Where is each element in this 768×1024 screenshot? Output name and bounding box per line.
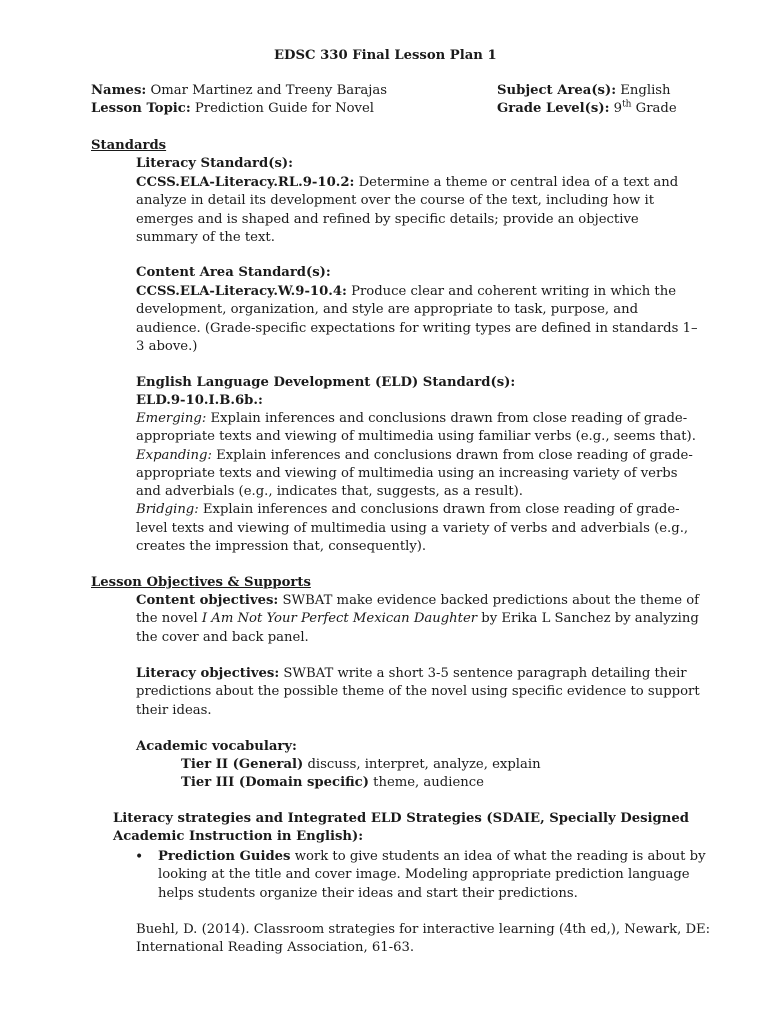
eld-bridging: Bridging: Explain inferences and conclusions drawn from close reading of grade- bbox=[136, 502, 680, 518]
citation: Buehl, D. (2014). Classroom strategies for interactive learning (4th ed,), Newark, DE: International Reading Association, 61-63. bbox=[136, 922, 711, 956]
subject-area-row bbox=[497, 82, 671, 100]
literacy-standard-text: CCSS.ELA-Literacy.RL.9-10.2: Determine a theme or central idea of a text and analyze in detail its development over the course of the text, including how it emerges and is shaped and refined by specific details; provide an objective summary of the text. bbox=[136, 175, 679, 245]
names-label: Names: bbox=[91, 83, 147, 98]
prediction-guides-item: Prediction Guides work to give students an idea of what the reading is about by looking at the title and cover image. Modeling appropriate prediction language helps students organize their ideas and start their predictions. bbox=[158, 849, 706, 901]
bridging-label: Bridging: bbox=[136, 502, 199, 518]
subject-area-label: Subject Area(s): bbox=[497, 83, 617, 98]
lesson-topic-row bbox=[91, 100, 374, 118]
grade-level-row bbox=[497, 100, 677, 118]
grade-level-number: 9 bbox=[609, 101, 623, 116]
eld-expanding: Expanding: Explain inferences and conclusions drawn from close reading of grade- bbox=[136, 447, 693, 463]
academic-vocabulary-heading: Academic vocabulary: bbox=[136, 739, 297, 754]
tier-3-row bbox=[181, 774, 484, 792]
content-objectives-label: Content objectives: bbox=[136, 593, 279, 608]
eld-levels: Emerging: Explain inferences and conclusions drawn from close reading of grade- appropriate texts and viewing of multimedia using familiar verbs (e.g., seems that). Expanding: Explain inferences and conclusions drawn from close reading of grade- appropriate texts and viewing of multimedia using an increasing variety of verbs and adverbials (e.g., indicates that, suggests, as a result). Bridging: Explain inferences and conclusions drawn from close reading of grade- level texts and viewing of multimedia using a variety of verbs and adverbials (e.g., creates the impression that, consequently). bbox=[136, 411, 696, 555]
strategies-heading: Literacy strategies and Integrated ELD Strategies (SDAIE, Specially Designed Academic Instruction in English): bbox=[113, 811, 689, 845]
novel-title: I Am Not Your Perfect Mexican Daughter bbox=[201, 611, 478, 627]
eld-emerging: Emerging: Explain inferences and conclusions drawn from close reading of grade- bbox=[136, 411, 688, 426]
prediction-guides-label: Prediction Guides bbox=[158, 849, 291, 864]
literacy-objectives: Literacy objectives: SWBAT write a short 3-5 sentence paragraph detailing their predictions about the possible theme of the novel using specific evidence to support their ideas. bbox=[136, 666, 700, 718]
grade-level-label: Grade Level(s): bbox=[497, 101, 610, 116]
content-standard-heading: Content Area Standard(s): bbox=[136, 265, 331, 280]
content-standard-text: CCSS.ELA-Literacy.W.9-10.4: Produce clear and coherent writing in which the development, organization, and style are appropriate to task, purpose, and audience. (Grade-specific expectations for writing types are defined in standards 1– 3 above.) bbox=[136, 284, 698, 354]
literacy-standard-heading: Literacy Standard(s): bbox=[136, 156, 293, 171]
literacy-standard-code: CCSS.ELA-Literacy.RL.9-10.2: bbox=[136, 175, 355, 190]
eld-standard-code: ELD.9-10.I.B.6b.: bbox=[136, 393, 263, 408]
tier-3-value: theme, audience bbox=[368, 775, 484, 790]
emerging-label: Emerging: bbox=[136, 411, 207, 426]
document-title: EDSC 330 Final Lesson Plan 1 bbox=[274, 48, 497, 63]
standards-heading: Standards bbox=[91, 138, 167, 153]
grade-level-suffix: th bbox=[622, 99, 632, 110]
expanding-label: Expanding: bbox=[136, 447, 212, 463]
content-objectives: Content objectives: SWBAT make evidence backed predictions about the theme of the novel I Am Not Your Perfect Mexican Daughter by Erika L Sanchez by analyzing the cover and back panel. bbox=[136, 593, 700, 645]
objectives-heading: Lesson Objectives & Supports bbox=[91, 575, 311, 590]
tier-3-label: Tier III (Domain specific) bbox=[181, 775, 369, 790]
tier-2-label: Tier II (General) bbox=[181, 757, 304, 772]
subject-area-value: English bbox=[616, 83, 671, 98]
literacy-objectives-label: Literacy objectives: bbox=[136, 666, 280, 681]
content-standard-code: CCSS.ELA-Literacy.W.9-10.4: bbox=[136, 284, 347, 299]
tier-2-row bbox=[181, 756, 541, 774]
names-row bbox=[91, 82, 387, 100]
eld-standard-heading: English Language Development (ELD) Standard(s): bbox=[136, 375, 516, 390]
bullet-icon: • bbox=[135, 849, 144, 865]
lesson-topic-value: Prediction Guide for Novel bbox=[190, 101, 375, 116]
tier-2-value: discuss, interpret, analyze, explain bbox=[303, 757, 541, 772]
grade-level-word: Grade bbox=[631, 101, 677, 116]
lesson-topic-label: Lesson Topic: bbox=[91, 101, 191, 116]
names-value: Omar Martinez and Treeny Barajas bbox=[146, 83, 388, 98]
